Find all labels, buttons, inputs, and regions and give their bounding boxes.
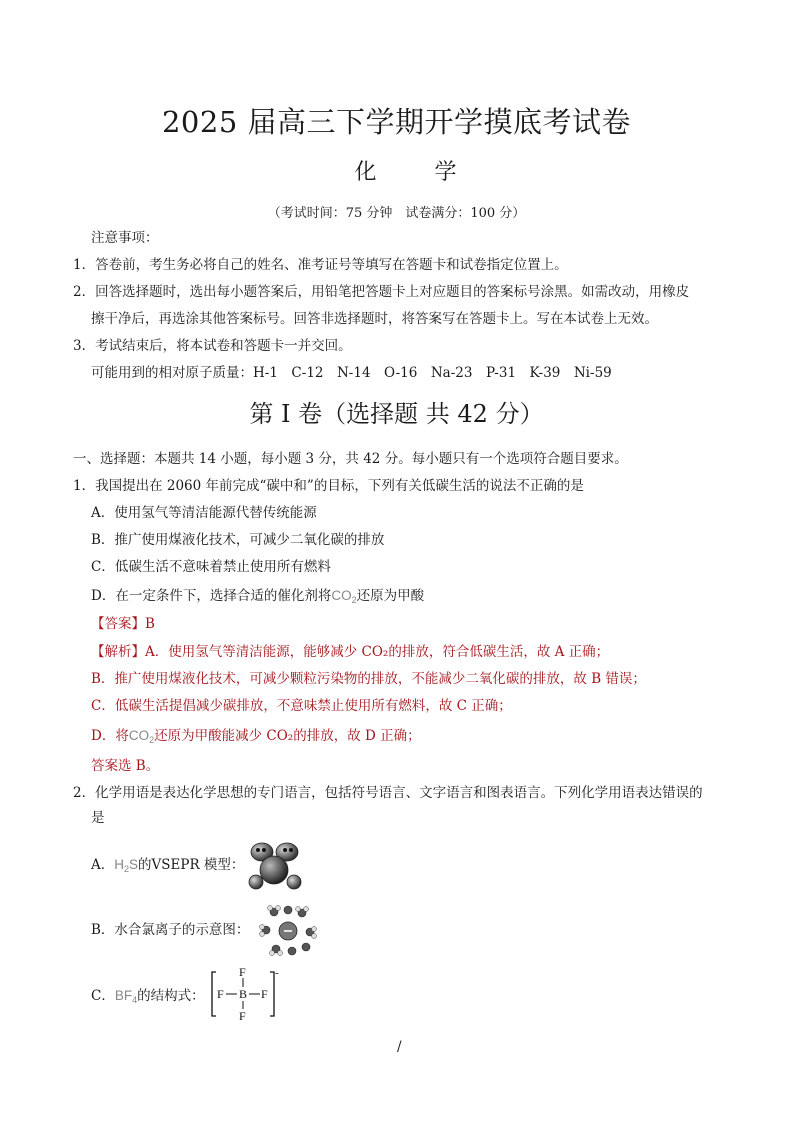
page-mark: /: [397, 1039, 402, 1055]
subject-title: 化 学: [354, 160, 475, 185]
bf4-structure-diagram: [208, 964, 284, 1024]
notice-item-3: 3．考试结束后，将本试卷和答题卡一并交回。: [73, 338, 352, 354]
q2-stem-cont: 是: [91, 810, 105, 826]
q1-analysis-d: D．将$CO_2$还原为甲酸能减少 CO₂的排放，故 D 正确；: [91, 728, 421, 745]
q1-option-d: [91, 586, 424, 610]
bf4-bottom-f: F: [239, 1009, 246, 1023]
q2-option-c: C．$BF_4$的结构式：: [91, 988, 205, 1005]
co2-formula: $CO_2$: [331, 588, 357, 605]
q1-option-c: C．低碳生活不意味着禁止使用所有燃料: [91, 559, 331, 575]
vsepr-model-diagram: [244, 838, 308, 892]
q2-option-a: A．$H_2S$的VSEPR 模型：: [91, 857, 245, 874]
atomic-masses: 可能用到的相对原子质量：H-1 C-12 N-14 O-16 Na-23 P-31 K-39 Ni-59: [91, 365, 612, 381]
q2-stem: 2．化学用语是表达化学思想的专门语言，包括符号语言、文字语言和图表语言。下列化学用语表达错误的: [73, 785, 703, 801]
q1-option-d-pre: D．在一定条件下，选择合适的催化剂将: [91, 588, 332, 604]
notice-item-2-cont: 擦干净后，再选涂其他答案标号。回答非选择题时，将答案写在答题卡上。写在本试卷上无效。: [91, 311, 658, 327]
notice-heading: 注意事项：: [91, 230, 159, 246]
q1-analysis-c: C．低碳生活提倡减少碳排放，不意味禁止使用所有燃料，故 C 正确；: [91, 698, 512, 714]
bf4-right-f: F: [261, 987, 268, 1001]
part-intro: 一、选择题：本题共 14 小题，每小题 3 分，共 42 分。每小题只有一个选项符合题目要求。: [73, 451, 628, 467]
bf4-formula: $BF_4$: [114, 988, 138, 1005]
notice-item-2: 2．回答选择题时，选出每小题答案后，用铅笔把答题卡上对应题目的答案标号涂黑。如需改动，用橡皮: [73, 284, 690, 300]
q1-answer: 【答案】B: [91, 616, 155, 632]
hydrated-chloride-diagram: [254, 902, 320, 960]
q1-option-b: B．推广使用煤液化技术，可减少二氧化碳的排放: [91, 532, 385, 548]
q1-stem: 1．我国提出在 2060 年前完成“碳中和”的目标，下列有关低碳生活的说法不正确的是: [73, 478, 584, 494]
exam-info: （考试时间：75 分钟 试卷满分：100 分）: [267, 206, 526, 221]
q1-analysis-b: B．推广使用煤液化技术，可减少颗粒污染物的排放，不能减少二氧化碳的排放，故 B 错误；: [91, 671, 646, 687]
q1-option-d-post: 还原为甲酸: [356, 588, 425, 604]
bf4-charge: -: [275, 967, 279, 979]
bf4-left-f: F: [217, 987, 224, 1001]
exam-title: 2025 届高三下学期开学摸底考试卷: [161, 105, 632, 139]
q1-conclusion: 答案选 B。: [91, 758, 160, 774]
bf4-center-b: B: [239, 987, 248, 1001]
q1-analysis-a: 【解析】A．使用氢气等清洁能源，能够减少 CO₂的排放，符合低碳生活，故 A 正确；: [91, 644, 610, 660]
q2-option-b: B．水合氯离子的示意图：: [91, 922, 250, 938]
bf4-top-f: F: [239, 965, 246, 979]
notice-item-1: 1．答卷前，考生务必将自己的姓名、准考证号等填写在答题卡和试卷指定位置上。: [73, 257, 568, 273]
section-title: 第 I 卷（选择题 共 42 分）: [249, 400, 544, 428]
q1-option-a: A．使用氢气等清洁能源代替传统能源: [91, 505, 317, 521]
h2s-formula: $H_2S$: [114, 857, 139, 874]
